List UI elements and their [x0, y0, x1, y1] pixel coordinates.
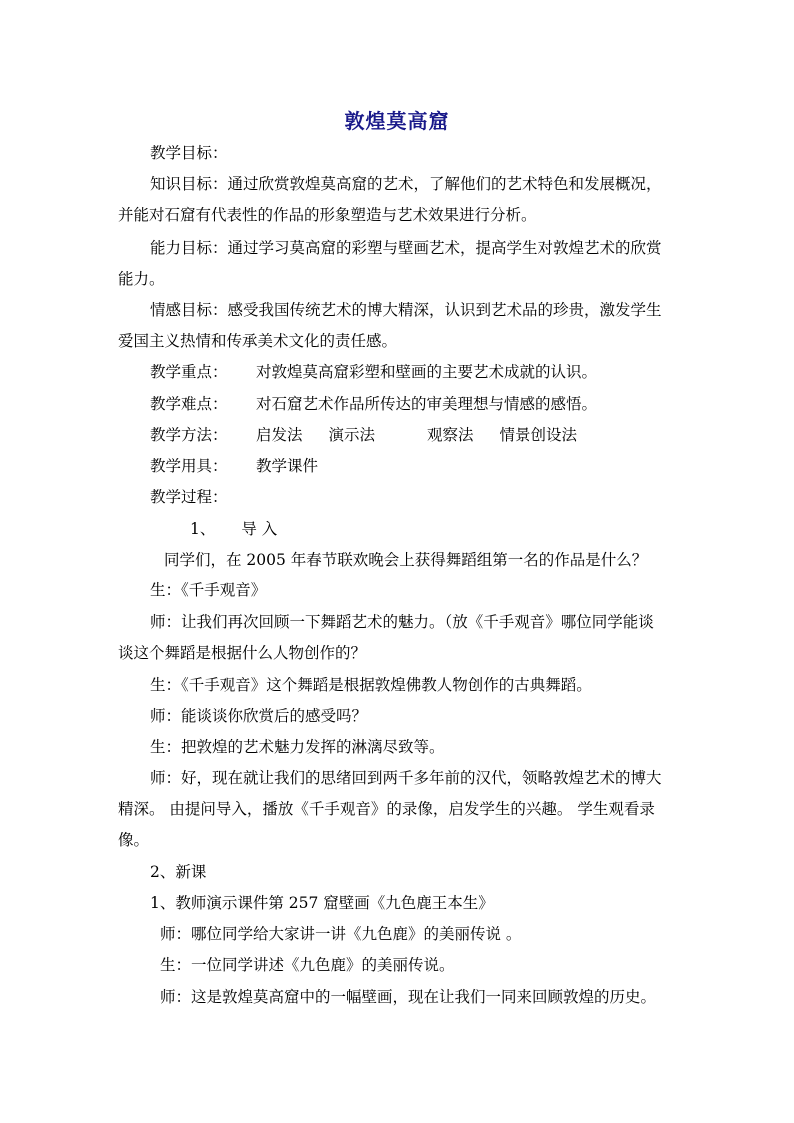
paragraph-line: 并能对石窟有代表性的作品的形象塑造与艺术效果进行分析。 — [118, 206, 537, 224]
paragraph-line: 师：能谈谈你欣赏后的感受吗？ — [150, 707, 368, 725]
teaching-focus-text: 对敦煌莫高窟彩塑和壁画的主要艺术成就的认识。 — [256, 363, 598, 381]
paragraph-line: 精深。 由提问导入，播放《千手观音》的录像，启发学生的兴趣。 学生观看录 — [118, 800, 655, 818]
paragraph-line: 1、教师演示课件第 257 窟壁画《九色鹿王本生》 — [150, 894, 494, 912]
method-item: 观察法 — [427, 426, 474, 444]
paragraph-line: 师：哪位同学给大家讲一讲《九色鹿》的美丽传说 。 — [160, 925, 522, 943]
paragraph-line: 生：《千手观音》这个舞蹈是根据敦煌佛教人物创作的古典舞蹈。 — [150, 676, 592, 694]
paragraph-line: 能力目标：通过学习莫高窟的彩塑与壁画艺术，提高学生对敦煌艺术的欣赏 — [150, 239, 662, 257]
teaching-focus-label: 教学重点： — [150, 363, 228, 381]
teaching-difficulty-text: 对石窟艺术作品所传达的审美理想与情感的感悟。 — [256, 395, 598, 413]
document-title: 敦煌莫高窟 — [344, 109, 450, 133]
paragraph-line: 师：这是敦煌莫高窟中的一幅壁画，现在让我们一同来回顾敦煌的历史。 — [160, 988, 657, 1006]
method-item: 演示法 — [328, 426, 376, 444]
teaching-focus-row — [150, 362, 597, 382]
paragraph-line: 师：让我们再次回顾一下舞蹈艺术的魅力。（放《千手观音》哪位同学能谈 — [150, 613, 654, 631]
teaching-tools-text: 教学课件 — [256, 457, 319, 475]
paragraph-line: 爱国主义热情和传承美术文化的责任感。 — [118, 332, 398, 350]
teaching-difficulty-row — [150, 394, 597, 414]
method-item: 启发法 — [256, 426, 303, 444]
paragraph-line: 生：一位同学讲述《九色鹿》的美丽传说。 — [160, 956, 455, 974]
paragraph-line: 生：把敦煌的艺术魅力发挥的淋漓尽致等。 — [150, 738, 445, 756]
section-title: 导 入 — [241, 520, 278, 538]
teaching-tools-row — [150, 456, 318, 476]
paragraph-line: 师：好，现在就让我们的思绪回到两千多年前的汉代，领略敦煌艺术的博大 — [150, 769, 662, 787]
paragraph-line: 能力。 — [118, 270, 165, 288]
method-item: 情景创设法 — [499, 426, 578, 444]
section-heading-intro — [190, 519, 277, 539]
section-number: 1、 — [190, 520, 216, 538]
teaching-process-heading: 教学过程： — [150, 488, 228, 506]
paragraph-line: 同学们，在 2005 年春节联欢晚会上获得舞蹈组第一名的作品是什么？ — [164, 551, 648, 569]
section-heading-new-lesson: 2、新课 — [150, 863, 207, 881]
paragraph-line: 谈这个舞蹈是根据什么人物创作的？ — [118, 644, 367, 662]
teaching-tools-label: 教学用具： — [150, 457, 228, 475]
paragraph-line: 生：《千手观音》 — [150, 581, 267, 599]
teaching-methods-label: 教学方法： — [150, 426, 228, 444]
paragraph-line: 情感目标：感受我国传统艺术的博大精深，认识到艺术品的珍贵，激发学生 — [150, 301, 662, 319]
teaching-difficulty-label: 教学难点： — [150, 395, 228, 413]
paragraph-line: 知识目标：通过欣赏敦煌莫高窟的艺术，了解他们的艺术特色和发展概况， — [150, 175, 662, 193]
teaching-methods-row — [150, 425, 577, 445]
teaching-goals-heading: 教学目标： — [150, 144, 228, 162]
paragraph-line: 像。 — [118, 831, 150, 849]
